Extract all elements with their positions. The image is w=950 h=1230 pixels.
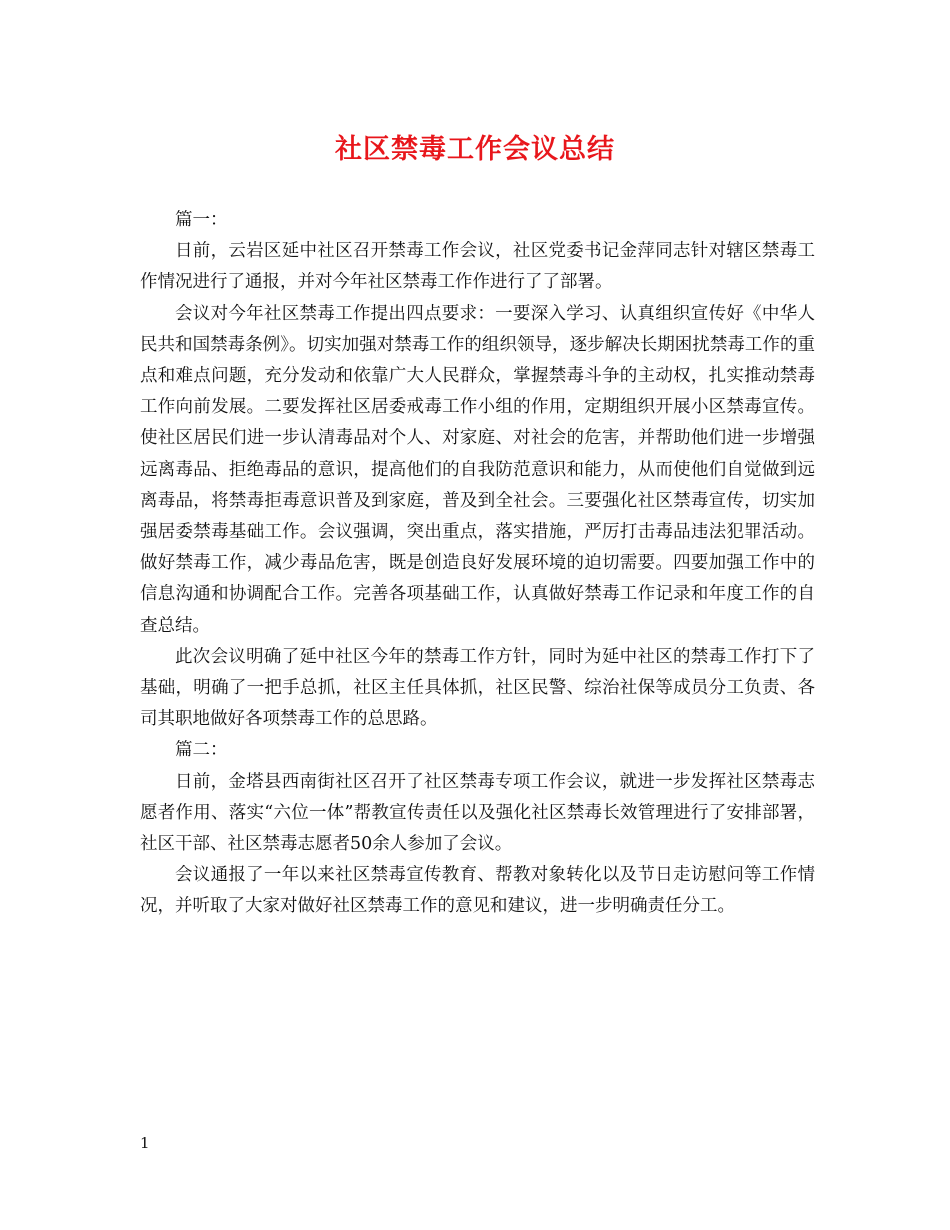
page-number: 1 (140, 1134, 150, 1152)
section-heading-part-one: 篇一： (175, 210, 228, 230)
paragraph: 会议通报了一年以来社区禁毒宣传教育、帮教对象转化以及节日走访慰问等工作情况，并听取了大家对做好社区禁毒工作的意见和建议，进一步明确责任分工。 (140, 865, 815, 917)
document-title: 社区禁毒工作会议总结 (335, 134, 615, 165)
paragraph: 日前，云岩区延中社区召开禁毒工作会议，社区党委书记金萍同志针对辖区禁毒工作情况进行了通报，并对今年社区禁毒工作作进行了了部署。 (140, 241, 815, 293)
paragraph: 会议对今年社区禁毒工作提出四点要求：一要深入学习、认真组织宣传好《中华人民共和国禁毒条例》。切实加强对禁毒工作的组织领导，逐步解决长期困扰禁毒工作的重点和难点问题，充分发动和依靠广大人民群众，掌握禁毒斗争的主动权，扎实推动禁毒工作向前发展。二要发挥社区居委戒毒工作小组的作用，定期组织开展小区禁毒宣传。使社区居民们进一步认清毒品对个人、对家庭、对社会的危害，并帮助他们进一步增强远离毒品、拒绝毒品的意识，提高他们的自我防范意识和能力，从而使他们自觉做到远离毒品，将禁毒拒毒意识普及到家庭，普及到全社会。三要强化社区禁毒宣传，切实加强居委禁毒基础工作。会议强调，突出重点，落实措施，严厉打击毒品违法犯罪活动。做好禁毒工作，减少毒品危害，既是创造良好发展环境的迫切需要。四要加强工作中的信息沟通和协调配合工作。完善各项基础工作，认真做好禁毒工作记录和年度工作的自查总结。 (140, 303, 815, 636)
section-heading-part-two: 篇二： (175, 740, 228, 761)
paragraph: 日前，金塔县西南街社区召开了社区禁毒专项工作会议，就进一步发挥社区禁毒志愿者作用、落实“六位一体”帮教宣传责任以及强化社区禁毒长效管理进行了安排部署，社区干部、社区禁毒志愿者50余人参加了会议。 (140, 771, 815, 855)
document-body (140, 205, 815, 923)
paragraph: 此次会议明确了延中社区今年的禁毒工作方针，同时为延中社区的禁毒工作打下了基础，明确了一把手总抓，社区主任具体抓，社区民警、综治社保等成员分工负责、各司其职地做好各项禁毒工作的总思路。 (140, 646, 815, 730)
